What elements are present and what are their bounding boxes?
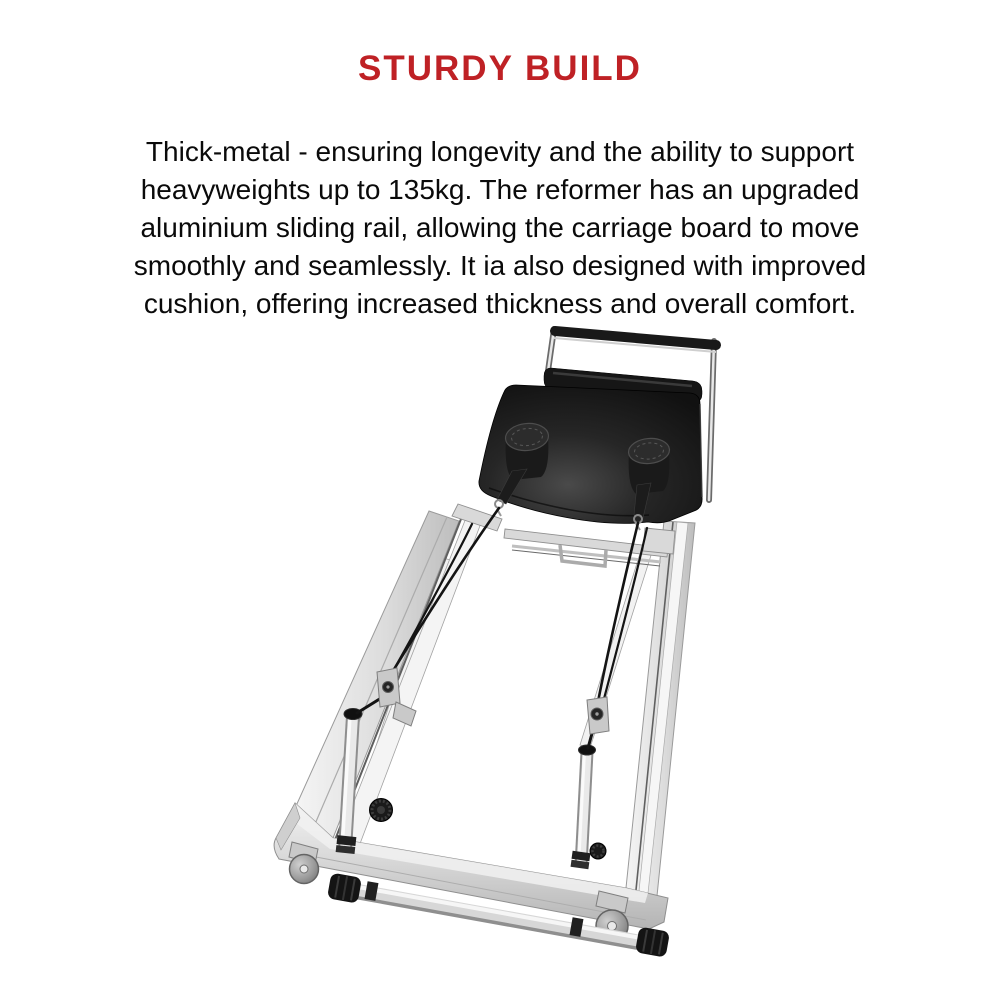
foot-bar-knob-right (635, 927, 670, 958)
caster-wheel-left (289, 842, 319, 884)
description-line: cushion, offering increased thickness and overall comfort. (143, 288, 857, 319)
pulley-right (587, 697, 609, 734)
description-line: Thick-metal - ensuring longevity and the ability to support (145, 136, 855, 167)
description-line: heavyweights up to 135kg. The reformer has an upgraded (140, 174, 860, 205)
section-title: STURDY BUILD (358, 49, 642, 88)
adjustment-knob-left (370, 799, 393, 822)
foot-bar-knob-left (327, 873, 362, 904)
description-line: aluminium sliding rail, allowing the carriage board to move (140, 212, 860, 243)
description-line: smoothly and seamlessly. It ia also designed with improved (133, 250, 867, 281)
adjustment-knob-right (590, 843, 606, 859)
